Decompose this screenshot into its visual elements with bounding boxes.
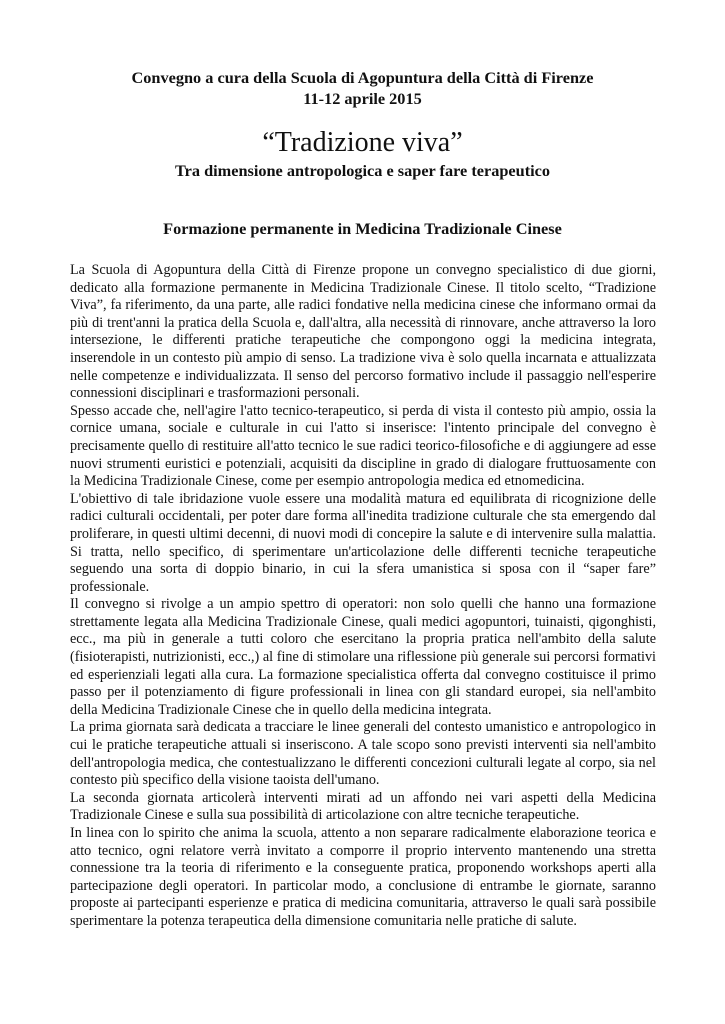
page-title: “Tradizione viva” <box>262 127 463 158</box>
paragraph-day-two: La seconda giornata articolerà interventi mirati ad un affondo nei vari aspetti della Medicina Tradizionale Cinese e sulla sua possibilità di articolazione con altre tecniche terapeutiche. <box>70 789 656 824</box>
header-date: 11-12 aprile 2015 <box>303 89 422 108</box>
paragraph-audience: Il convegno si rivolge a un ampio spettro di operatori: non solo quelli che hanno una formazione strettamente legata alla Medicina Tradizionale Cinese, quali medici agopuntori, tuinaisti, qigonghisti, ecc., ma più in generale a tutti coloro che esercitano la propria pratica nell'ambito della salute (fisioterapisti, nutrizionisti, ecc.,) al fine di stimolare una riflessione più generale sui percorsi formativi ed esperienziali legati alla cura. La formazione specialistica offerta dal convegno costituisce il primo passo per il potenziamento di figure professionali in linea con gli standard europei, sia nell'ambito della Medicina Tradizionale Cinese che in quello della medicina integrata. <box>70 596 656 718</box>
paragraph-workshops: In linea con lo spirito che anima la scuola, attento a non separare radicalmente elaborazione teorica e atto tecnico, ogni relatore verrà invitato a comporre il proprio intervento mantenendo una stretta connessione tra la teoria di riferimento e la conseguente pratica, proponendo workshops aperti alla partecipazione degli operatori. In particolar modo, a conclusione di entrambe le giornate, saranno proposte ai partecipanti esperienze e pratica di medicina comunitaria, attraverso le quali sarà possibile sperimentare la potenza terapeutica della dimensione comunitaria nelle pratiche di salute. <box>70 825 656 929</box>
section-heading: Formazione permanente in Medicina Tradizionale Cinese <box>163 219 562 238</box>
paragraph-intro: La Scuola di Agopuntura della Città di Firenze propone un convegno specialistico di due giorni, dedicato alla formazione permanente in Medicina Tradizionale Cinese. Il titolo scelto, “Tradizione Viva”, fa riferimento, da una parte, alle radici fondative nella medicina cinese che informano ormai da più di trent'anni la pratica della Scuola e, dall'altra, alla necessità di rinnovare, anche attraverso la loro intersezione, le differenti pratiche terapeutiche che compongono oggi la medicina integrata, inserendole in un contesto più ampio di senso. La tradizione viva è solo quella incarnata e attualizzata nelle competenze e individualizzata. Il senso del percorso formativo include il passaggio nell'esperire connessioni disciplinari e trasformazioni personali. <box>70 262 656 402</box>
paragraph-day-one: La prima giornata sarà dedicata a tracciare le linee generali del contesto umanistico e antropologico in cui le pratiche terapeutiche attuali si inseriscono. A tale scopo sono previsti interventi sia nell'ambito dell'antropologia medica, che contestualizzano le differenti concezioni culturali legate al corpo, sia nel contesto più specifico della visione taoista dell'umano. <box>70 719 656 789</box>
body-text <box>70 262 656 931</box>
page-subtitle: Tra dimensione antropologica e saper fare terapeutico <box>174 161 551 180</box>
paragraph-context: Spesso accade che, nell'agire l'atto tecnico-terapeutico, si perda di vista il contesto più ampio, ossia la cornice umana, sociale e culturale in cui l'atto si inserisce: l'intento principale del convegno è precisamente quello di restituire all'atto tecnico le sue radici teorico-filosofiche e di aggiungere ad esse nuovi strumenti euristici e potenziali, acquisiti da discipline in grado di dialogare fruttuosamente con la Medicina Tradizionale Cinese, come per esempio antropologia medica ed etnomedicina. <box>70 402 656 490</box>
paragraph-objective: L'obiettivo di tale ibridazione vuole essere una modalità matura ed equilibrata di ricognizione delle radici culturali occidentali, per poter dare forma all'inedita tradizione culturale che sta emergendo dal proliferare, in questi ultimi decenni, di nuovi modi di concepire la salute e di intervenire sulla malattia. Si tratta, nello specifico, di sperimentare un'articolazione delle differenti tecniche terapeutiche seguendo una sorta di doppio binario, in cui la sfera umanistica si sposa con il “saper fare” professionale. <box>70 490 656 595</box>
header-organizer: Convegno a cura della Scuola di Agopuntura della Città di Firenze <box>131 68 594 87</box>
